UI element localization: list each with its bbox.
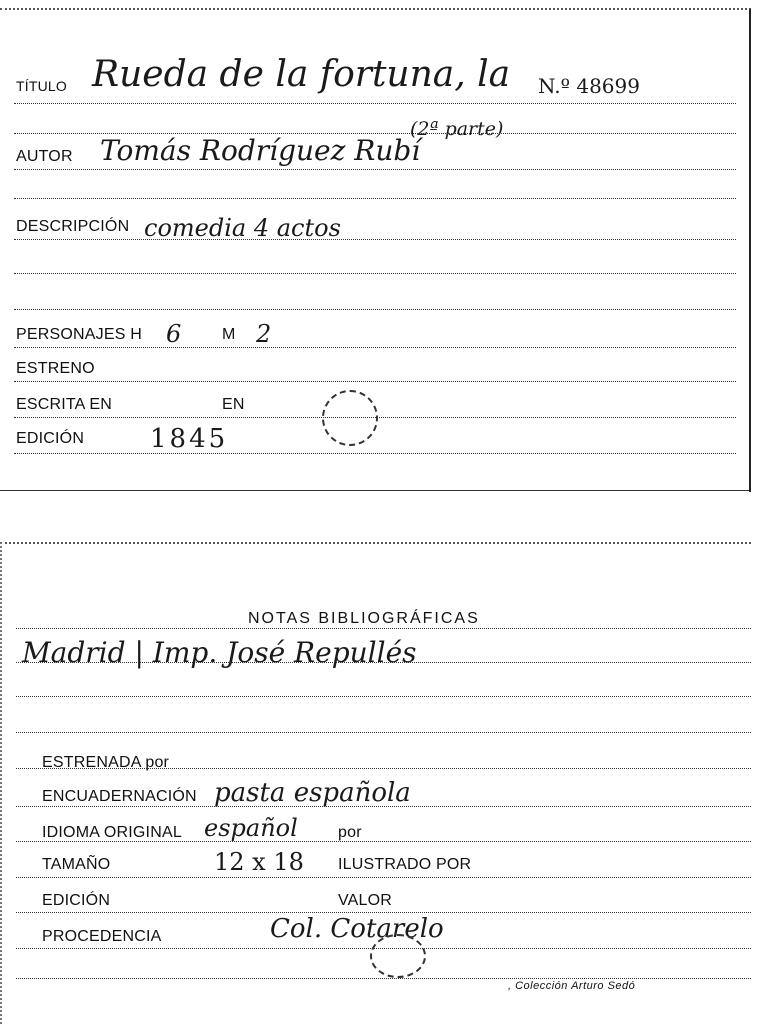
descripcion-value: comedia 4 actos [144, 214, 341, 242]
blank-line [14, 198, 736, 199]
titulo-label: TÍTULO [16, 78, 67, 94]
ilustrado-label: ILUSTRADO POR [338, 856, 472, 873]
autor-label: AUTOR [16, 148, 73, 165]
estrenada-label: ESTRENADA por [42, 754, 170, 771]
stamp-mark [322, 390, 378, 446]
card-separator [0, 490, 749, 491]
notas-heading: NOTAS BIBLIOGRÁFICAS [248, 610, 480, 627]
escrita-en-label: EN [222, 396, 245, 413]
edicion-value: 1845 [150, 424, 229, 454]
idioma-line [16, 841, 751, 842]
estrenada-line [16, 768, 751, 769]
catalog-card-top [0, 8, 751, 492]
personajes-line [14, 347, 736, 348]
tamano-label: TAMAÑO [42, 856, 111, 873]
autor-line [14, 169, 736, 170]
encuadernacion-label: ENCUADERNACIÓN [42, 788, 197, 805]
procedencia-value: Col. Cotarelo [270, 914, 444, 944]
estreno-label: ESTRENO [16, 360, 95, 377]
tamano-line [16, 877, 751, 878]
idioma-value: español [204, 814, 298, 842]
stamp-mark [370, 934, 426, 978]
encuadernacion-line [16, 806, 751, 807]
procedencia-label: PROCEDENCIA [42, 928, 162, 945]
escrita-label: ESCRITA EN [16, 396, 112, 413]
blank-line [16, 696, 751, 697]
blank-line [16, 732, 751, 733]
catalog-card-bottom [0, 542, 751, 1024]
personajes-m-label: M [222, 326, 236, 343]
blank-line [16, 978, 751, 979]
titulo-value: Rueda de la fortuna, la [92, 54, 511, 95]
notas-heading-line [16, 628, 751, 629]
notas-value: Madrid | Imp. José Repullés [22, 636, 417, 669]
edicion-line [14, 453, 736, 454]
descripcion-label: DESCRIPCIÓN [16, 218, 130, 235]
idioma-por-label: por [338, 824, 362, 841]
edicion-label: EDICIÓN [16, 430, 85, 447]
notas-line [16, 662, 751, 663]
idioma-label: IDIOMA ORIGINAL [42, 824, 182, 841]
autor-value: Tomás Rodríguez Rubí [100, 134, 421, 167]
encuadernacion-value: pasta española [214, 778, 411, 808]
numero-value: N.º 48699 [538, 74, 640, 98]
descripcion-line [14, 239, 736, 240]
valor-label: VALOR [338, 892, 393, 909]
edicion-line-bottom [16, 912, 751, 913]
titulo-line [14, 103, 736, 104]
blank-line [14, 273, 736, 274]
personajes-m-value: 2 [256, 320, 272, 348]
blank-line [14, 309, 736, 310]
bottom-edicion-label: EDICIÓN [42, 892, 111, 909]
collection-credit: , Colección Arturo Sedó [508, 980, 636, 992]
tamano-value: 12 x 18 [214, 848, 304, 876]
estreno-line [14, 381, 736, 382]
personajes-h-value: 6 [166, 320, 182, 348]
titulo-note: (2ª parte) [410, 118, 504, 140]
personajes-label: PERSONAJES H [16, 326, 142, 343]
